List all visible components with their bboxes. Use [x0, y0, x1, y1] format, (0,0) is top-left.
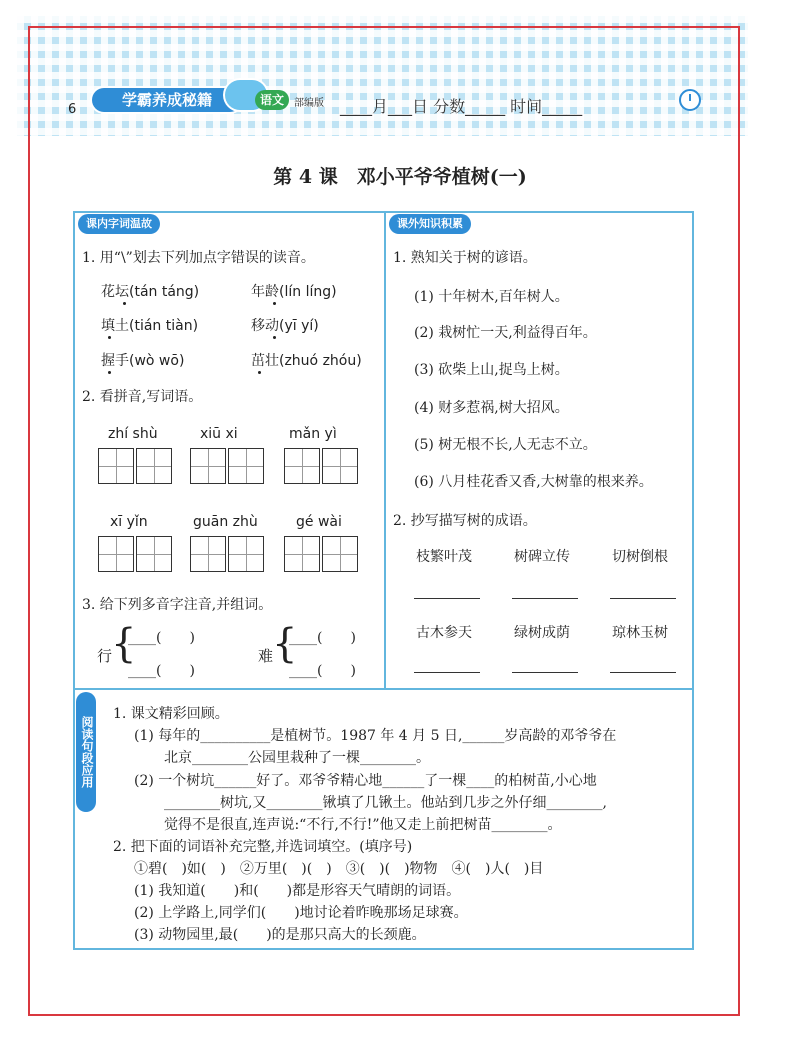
proverb-item: (6) 八月桂花香又香,大树靠的根来养。	[414, 474, 653, 490]
answer-line[interactable]	[414, 598, 480, 599]
date-score-time-fields: ____月___日 分数_____ 时间_____	[340, 97, 583, 116]
right-panel-tag: 课外知识积累	[389, 214, 471, 234]
q1-item: 花坛(tán táng)	[101, 284, 200, 300]
idiom-item: 古木参天	[416, 625, 472, 641]
emphasis-dot	[258, 371, 261, 374]
proverb-item: (2) 栽树忙一天,利益得百年。	[414, 325, 597, 341]
bottom-panel-tag: 阅读句段应用	[76, 692, 96, 812]
idiom-item: 琼林玉树	[612, 625, 668, 641]
reading-line: (2) 一个树坑______好了。邓爷爷精心地______了一棵____的柏树苗,小心地	[134, 773, 597, 789]
q1-item: 移动(yī yí)	[251, 318, 319, 334]
reading-line: (3) 动物园里,最( )的是那只高大的长颈鹿。	[134, 927, 426, 943]
writing-box[interactable]	[190, 536, 226, 572]
emphasis-dot	[123, 302, 126, 305]
pinyin-blank[interactable]: ____( )	[128, 630, 195, 646]
answer-line[interactable]	[610, 672, 676, 673]
pinyin-blank[interactable]: ____( )	[128, 663, 195, 679]
pinyin-blank[interactable]: ____( )	[289, 630, 356, 646]
emphasis-dot	[108, 371, 111, 374]
left-panel-tag: 课内字词温故	[78, 214, 160, 234]
proverb-item: (1) 十年树木,百年树人。	[414, 289, 569, 305]
pinyin-label: zhí shù	[108, 426, 158, 442]
idiom-item: 切树倒根	[612, 549, 668, 565]
idiom-item: 树碑立传	[514, 549, 570, 565]
pinyin-label: xiū xi	[200, 426, 238, 442]
q1-item: 茁壮(zhuó zhóu)	[251, 353, 362, 369]
idiom-item: 枝繁叶茂	[416, 549, 472, 565]
writing-box[interactable]	[136, 448, 172, 484]
proverb-item: (4) 财多惹祸,树大招风。	[414, 400, 569, 416]
q1-item: 填土(tián tiàn)	[101, 318, 199, 334]
proverb-prompt: 1. 熟知关于树的谚语。	[393, 250, 537, 266]
subject-badge: 语文	[255, 90, 289, 110]
pinyin-label: gé wài	[296, 514, 342, 530]
proverb-item: (5) 树无根不长,人无志不立。	[414, 437, 597, 453]
writing-box[interactable]	[98, 536, 134, 572]
pinyin-label: xī yǐn	[110, 514, 148, 530]
writing-box[interactable]	[136, 536, 172, 572]
emphasis-dot	[273, 302, 276, 305]
q3-prompt: 3. 给下列多音字注音,并组词。	[82, 597, 273, 613]
idiom-prompt: 2. 抄写描写树的成语。	[393, 513, 537, 529]
polyphone-char: 难	[258, 647, 274, 665]
writing-box[interactable]	[190, 448, 226, 484]
reading-line: ________树坑,又________锹填了几锹土。他站到几步之外仔细________,	[164, 795, 607, 811]
writing-box[interactable]	[322, 536, 358, 572]
writing-box[interactable]	[284, 536, 320, 572]
reading-line: 2. 把下面的词语补充完整,并选词填空。(填序号)	[113, 839, 413, 855]
lesson-title: 第 4 课 邓小平爷爷植树(一)	[273, 166, 527, 188]
pinyin-blank[interactable]: ____( )	[289, 663, 356, 679]
brace-left: {	[111, 621, 137, 667]
q1-item: 年龄(lín líng)	[251, 284, 337, 300]
emphasis-dot	[273, 336, 276, 339]
writing-box[interactable]	[322, 448, 358, 484]
writing-box[interactable]	[98, 448, 134, 484]
pinyin-label: guān zhù	[193, 514, 258, 530]
reading-line: (1) 我知道( )和( )都是形容天气晴朗的词语。	[134, 883, 461, 899]
proverb-item: (3) 砍柴上山,捉鸟上树。	[414, 362, 569, 378]
emphasis-dot	[108, 336, 111, 339]
edition-label: 部编版	[294, 98, 324, 109]
reading-line: (1) 每年的__________是植树节。1987 年 4 月 5 日,______岁高龄的邓爷爷在	[134, 728, 617, 744]
answer-line[interactable]	[610, 598, 676, 599]
idiom-item: 绿树成荫	[514, 625, 570, 641]
clock-icon	[679, 89, 701, 111]
reading-line: ①碧( )如( ) ②万里( )( ) ③( )( )物物 ④( )人( )目	[134, 861, 544, 877]
polyphone-char: 行	[97, 647, 113, 665]
writing-box[interactable]	[228, 536, 264, 572]
writing-box[interactable]	[284, 448, 320, 484]
reading-line: 觉得不是很直,连声说:“不行,不行!”他又走上前把树苗________。	[164, 817, 562, 833]
q2-prompt: 2. 看拼音,写词语。	[82, 389, 203, 405]
reading-line: 北京________公园里栽种了一棵________。	[164, 750, 430, 766]
reading-line: (2) 上学路上,同学们( )地讨论着昨晚那场足球赛。	[134, 905, 468, 921]
answer-line[interactable]	[414, 672, 480, 673]
brace-left: {	[272, 621, 298, 667]
pinyin-label: mǎn yì	[289, 426, 337, 442]
reading-line: 1. 课文精彩回顾。	[113, 706, 229, 722]
answer-line[interactable]	[512, 672, 578, 673]
q1-prompt: 1. 用“\”划去下列加点字错误的读音。	[82, 250, 315, 266]
series-brand: 学霸养成秘籍	[92, 88, 242, 112]
page-number: 6	[68, 102, 77, 117]
writing-box[interactable]	[228, 448, 264, 484]
answer-line[interactable]	[512, 598, 578, 599]
q1-item: 握手(wò wō)	[101, 353, 185, 369]
